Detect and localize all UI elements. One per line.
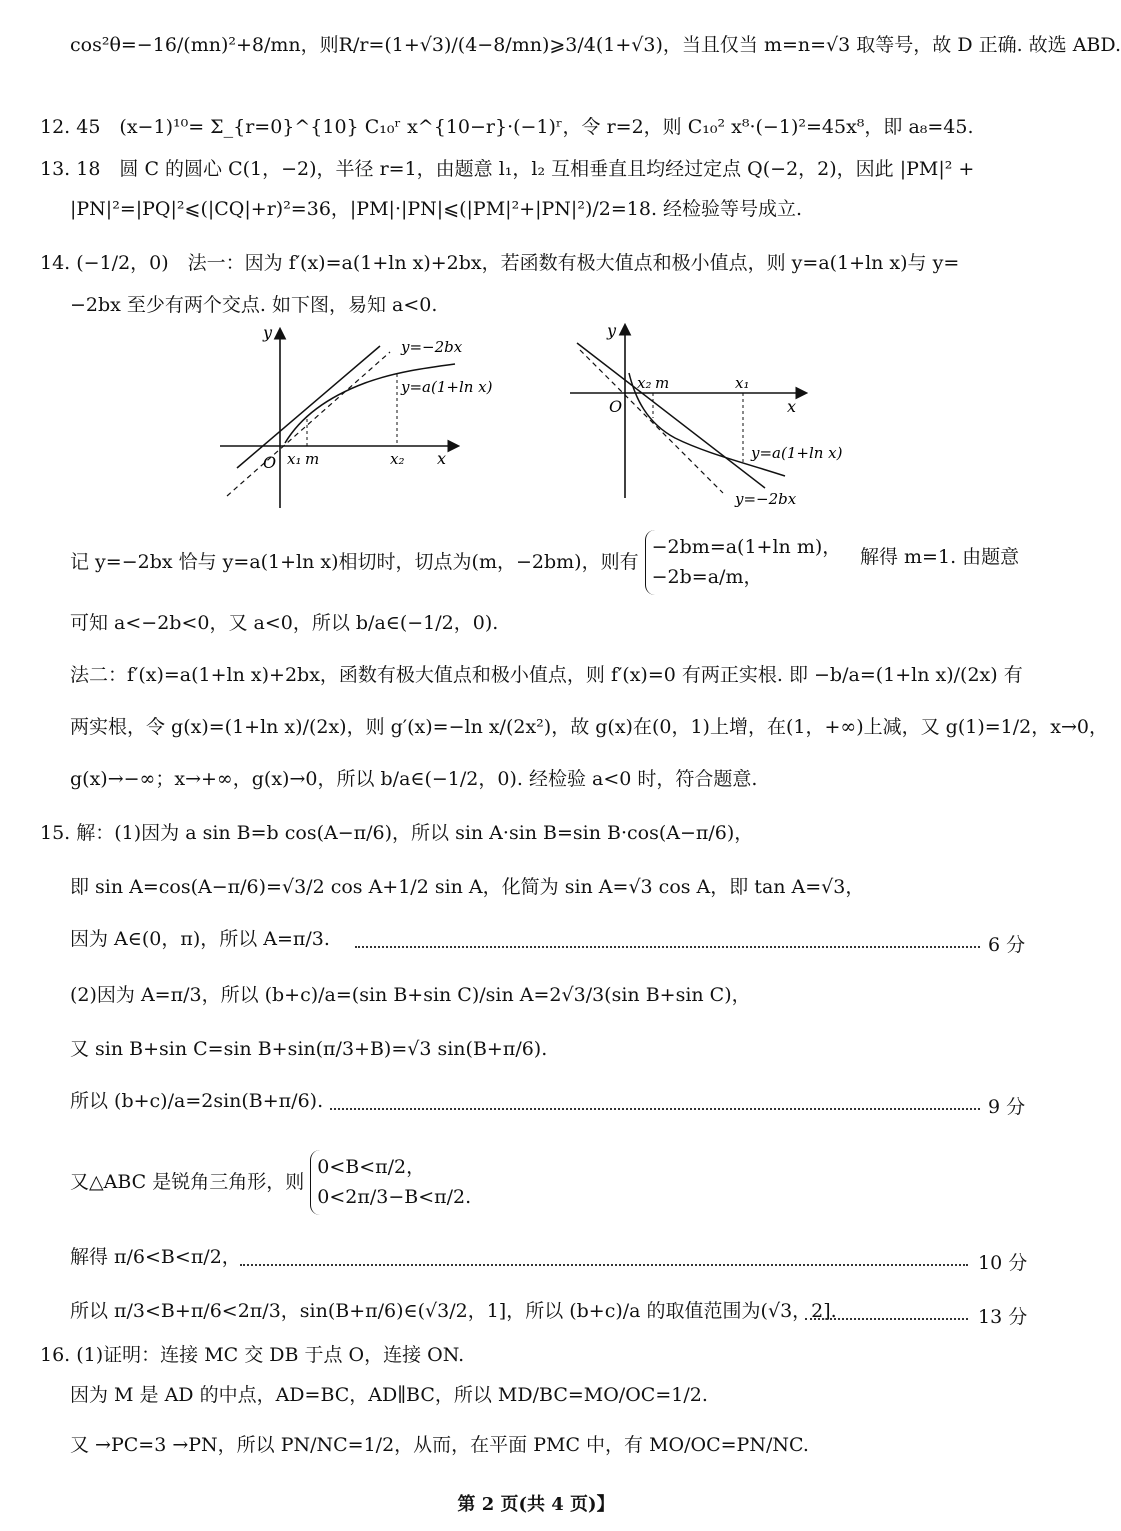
score-10: 10 分 [978, 1252, 1028, 1274]
score-9: 9 分 [988, 1096, 1026, 1118]
problem-15-line-3: 因为 A∈(0，π)，所以 A=π/3. [70, 928, 330, 950]
x2-label: x₂ [390, 450, 405, 468]
acute-triangle-text: 又△ABC 是锐角三角形，则 [70, 1170, 305, 1193]
problem-15-line-2: 即 sin A=cos(A−π/6)=√3/2 cos A+1/2 sin A，化简为 sin A=√3 cos A，即 tan A=√3， [70, 876, 865, 898]
tangent-condition-text: 记 y=−2bx 恰与 y=a(1+ln x)相切时，切点为(m，−2bm)，则有 [70, 550, 639, 573]
acute-triangle-system [310, 1150, 477, 1215]
page-footer: 第 2 页(共 4 页)】 [457, 1494, 615, 1515]
problem-16-line-2: 因为 M 是 AD 的中点，AD=BC，AD∥BC，所以 MD/BC=MO/OC=1/2. [70, 1384, 708, 1406]
tangent-system-eq2: −2b=a/m， [651, 566, 763, 589]
x1-label: x₁ [735, 374, 750, 392]
acute-system-ineq1: 0<B<π/2， [317, 1156, 426, 1178]
problem-14-solve: 解得 m=1. 由题意 [860, 546, 1020, 568]
score-13: 13 分 [978, 1306, 1028, 1328]
figure-left-graph [215, 318, 493, 513]
y-axis-label: y [607, 321, 617, 340]
tangent-line [227, 352, 390, 496]
problem-15-line-1: 15. 解：(1)因为 a sin B=b cos(A−π/6)，所以 sin A·sin B=sin B·cos(A−π/6)， [40, 822, 754, 844]
curve-label: y=a(1+ln x) [751, 444, 843, 462]
x1-label: x₁ [287, 450, 302, 468]
score-leader-10 [240, 1264, 968, 1266]
figure-right-graph [565, 318, 855, 513]
problem-13-line-1: 13. 18 圆 C 的圆心 C(1，−2)，半径 r=1，由题意 l₁，l₂ 互相垂直且均经过定点 Q(−2，2)，因此 |PM|² + [40, 158, 975, 180]
x-axis-label: x [437, 449, 447, 468]
tangent-line [580, 350, 723, 493]
score-leader-13 [805, 1318, 968, 1320]
problem-15-line-5: 又 sin B+sin C=sin B+sin(π/3+B)=√3 sin(B+π/6). [70, 1038, 548, 1060]
score-leader-9 [330, 1108, 980, 1110]
score-leader-6 [355, 946, 980, 948]
origin-label: O [263, 453, 277, 472]
problem-16-line-3: 又 →PC=3 →PN，所以 PN/NC=1/2，从而，在平面 PMC 中，有 MO/OC=PN/NC. [70, 1434, 809, 1456]
tangent-system-eq1: −2bm=a(1+ln m)， [651, 536, 842, 558]
problem-15-line-9: 所以 π/3<B+π/6<2π/3，sin(B+π/6)∈(√3/2，1]，所以 (b+c)/a 的取值范围为(√3，2]. [70, 1300, 837, 1322]
acute-system-ineq2: 0<2π/3−B<π/2. [317, 1186, 472, 1209]
curve-a-1-ln-x [285, 364, 455, 443]
origin-label: O [609, 397, 623, 416]
problem-13-line-2: |PN|²=|PQ|²⩽(|CQ|+r)²=36，|PM|·|PN|⩽(|PM|²+|PN|²)/2=18. 经检验等号成立. [70, 198, 803, 220]
problem-15-line-8: 解得 π/6<B<π/2， [70, 1246, 241, 1268]
problem-14-method-2-line-3: g(x)→−∞；x→+∞，g(x)→0，所以 b/a∈(−1/2，0). 经检验 a<0 时，符合题意. [70, 768, 758, 790]
m-label: m [305, 450, 320, 468]
score-6: 6 分 [988, 934, 1026, 956]
problem-14-line-4: 可知 a<−2b<0，又 a<0，所以 b/a∈(−1/2，0). [70, 612, 499, 634]
problem-14-method-2-line-1: 法二：f′(x)=a(1+ln x)+2bx，函数有极大值点和极小值点，则 f′(x)=0 有两正实根. 即 −b/a=(1+ln x)/(2x) 有 [70, 664, 1023, 686]
line-label: y=−2bx [735, 490, 797, 508]
m-label: m [655, 374, 670, 392]
y-axis-label: y [263, 323, 273, 342]
x-axis-label: x [787, 397, 797, 416]
problem-14-line-1: 14. (−1/2，0) 法一：因为 f′(x)=a(1+ln x)+2bx，若函数有极大值点和极小值点，则 y=a(1+ln x)与 y= [40, 252, 960, 274]
problem-15-line-7 [70, 1150, 477, 1215]
problem-12: 12. 45 (x−1)¹⁰= Σ_{r=0}^{10} C₁₀ʳ x^{10−r}·(−1)ʳ，令 r=2，则 C₁₀² x⁸·(−1)²=45x⁸，即 a₈=45. [40, 116, 974, 138]
problem-14-method-2-line-2: 两实根，令 g(x)=(1+ln x)/(2x)，则 g′(x)=−ln x/(2x²)，故 g(x)在(0，1)上增，在(1，+∞)上减，又 g(1)=1/2，x→0， [70, 716, 1108, 738]
x2-label: x₂ [637, 374, 652, 392]
problem-15-line-4: (2)因为 A=π/3，所以 (b+c)/a=(sin B+sin C)/sin A=2√3/3(sin B+sin C)， [70, 984, 751, 1006]
problem-15-line-6: 所以 (b+c)/a=2sin(B+π/6). [70, 1090, 324, 1112]
problem-14-line-2: −2bx 至少有两个交点. 如下图，易知 a<0. [70, 294, 438, 316]
line-y-neg2bx [577, 343, 765, 488]
curve-label: y=a(1+ln x) [401, 378, 493, 396]
line-label: y=−2bx [401, 338, 463, 356]
problem-11-tail: cos²θ=−16/(mn)²+8/mn，则R/r=(1+√3)/(4−8/mn)⩾3/4(1+√3)，当且仅当 m=n=√3 取等号，故 D 正确. 故选 ABD. [70, 34, 1121, 56]
problem-16-line-1: 16. (1)证明：连接 MC 交 DB 于点 O，连接 ON. [40, 1344, 465, 1366]
tangent-system [645, 530, 848, 595]
problem-14-line-3 [70, 530, 847, 595]
